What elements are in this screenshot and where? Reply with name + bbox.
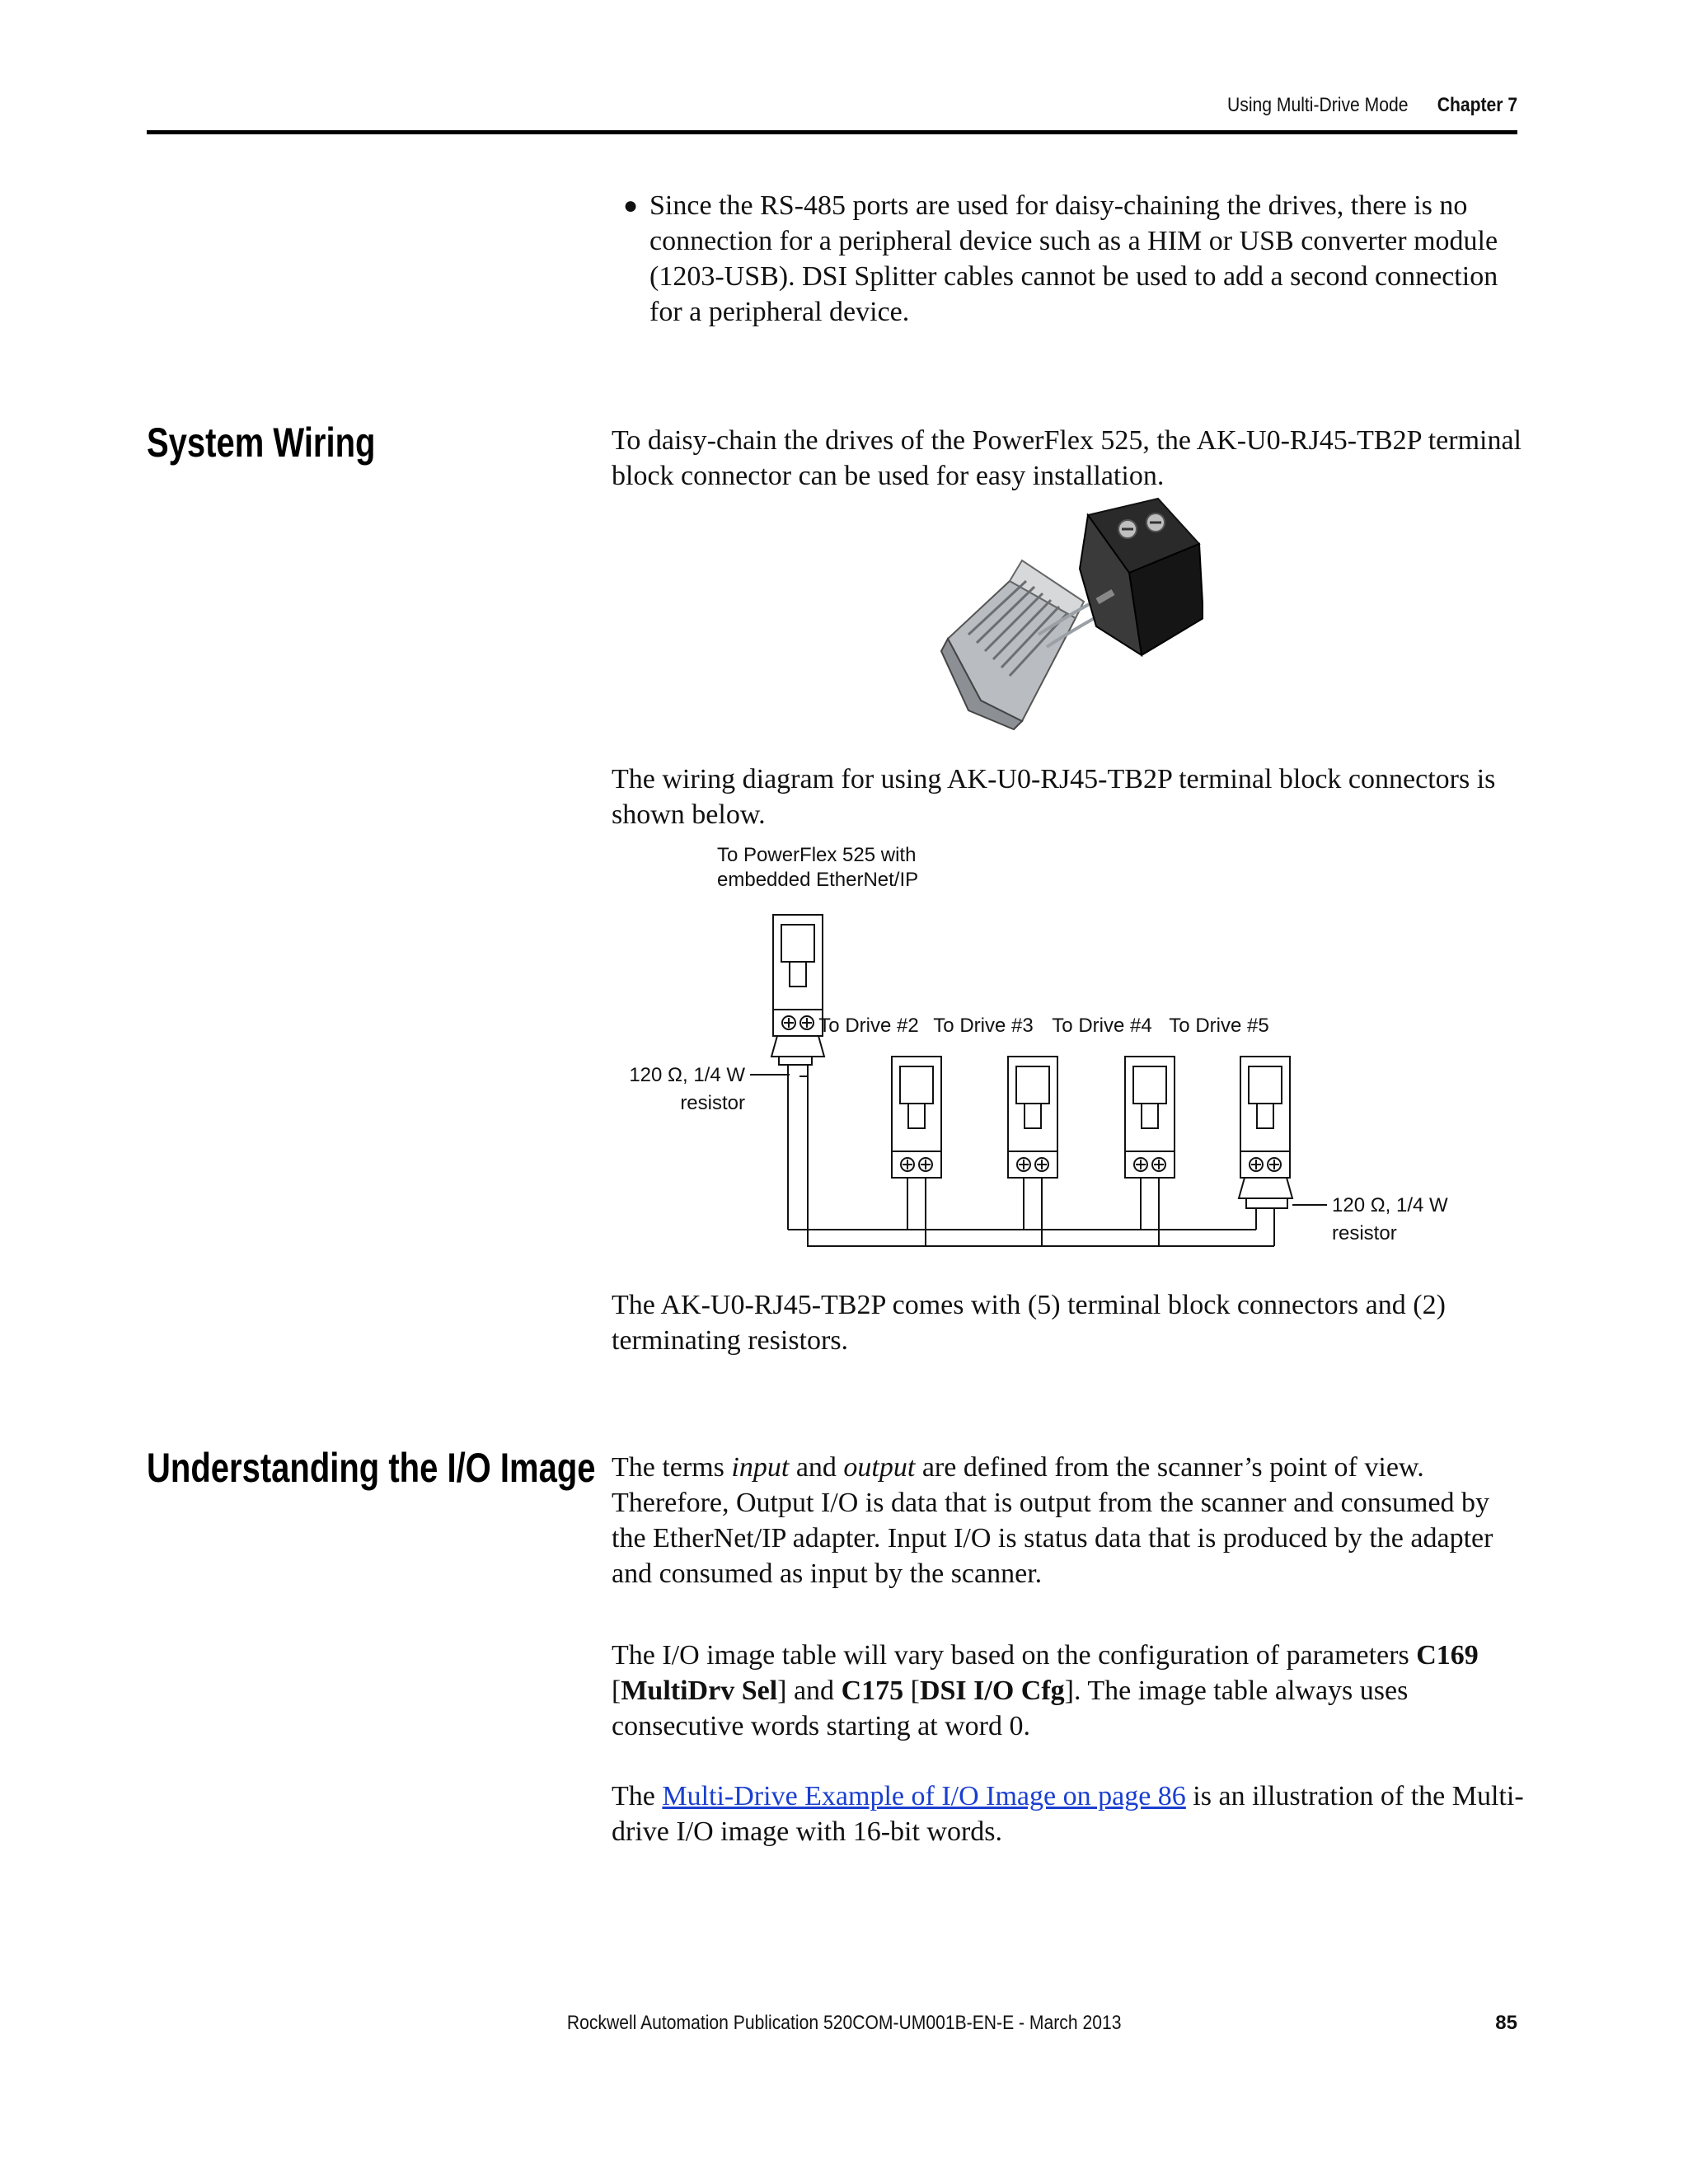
p2-text-e: ]. The image table always uses consecutive words starting at word 0.	[612, 1675, 1409, 1741]
wiring-diagram	[626, 841, 1451, 1269]
terminal-block-connector-photo	[931, 494, 1203, 733]
label-drive-3: To Drive #3	[933, 1015, 1034, 1037]
footer-publication-text: Rockwell Automation Publication 520COM-UM001B-EN-E - March 2013	[566, 2012, 1122, 2034]
connector-drive-4	[1125, 1057, 1175, 1246]
io-paragraph-1	[612, 1450, 1526, 1591]
diagram-top-label-line1: To PowerFlex 525 with	[717, 844, 917, 866]
resistor-right-word: resistor	[1332, 1222, 1397, 1244]
header-chapter: Chapter 7	[1437, 94, 1517, 116]
param-c169: C169	[1416, 1640, 1479, 1671]
param-name-dsi-io-cfg: DSI I/O Cfg	[919, 1675, 1065, 1706]
footer-publication	[0, 2012, 1688, 2035]
label-drive-2: To Drive #2	[818, 1015, 919, 1037]
header-section-title: Using Multi-Drive Mode	[1226, 94, 1409, 116]
bullet-text: Since the RS-485 ports are used for daisy-chaining the drives, there is no connection for a peripheral device such as a HIM or USB converter module (1203-USB). DSI Splitter cables cannot be used to add a second connection for a peripheral device.	[649, 190, 1498, 327]
diagram-intro: The wiring diagram for using AK-U0-RJ45-TB2P terminal block connectors is shown below.	[612, 764, 1496, 830]
term-output: output	[843, 1452, 916, 1483]
connector-drive-2	[892, 1057, 941, 1246]
io-paragraph-3	[612, 1779, 1526, 1849]
connector-top	[771, 915, 824, 1230]
heading-system-wiring: System Wiring	[147, 419, 376, 466]
resistor-left-value: 120 Ω, 1/4 W	[629, 1064, 745, 1086]
p3-text-a: The	[612, 1781, 663, 1811]
connector-drive-5	[1239, 1057, 1292, 1246]
p1-text-c: are defined from the scanner’s point of view. Therefore, Output I/O is data that is output from the scanner and consumed by the EtherNet/IP adapter. Input I/O is status data that is produced by the adapter and consumed as input by the scanner.	[612, 1452, 1493, 1589]
term-input: input	[731, 1452, 790, 1483]
heading-io-image: Understanding the I/O Image	[147, 1445, 596, 1491]
header-rule	[147, 130, 1517, 134]
p2-text-a: The I/O image table will vary based on the configuration of parameters	[612, 1640, 1417, 1671]
page-number: 85	[1495, 2012, 1517, 2034]
p2-text-d: [	[903, 1675, 920, 1706]
param-c175: C175	[841, 1675, 904, 1706]
system-wiring-intro: To daisy-chain the drives of the PowerFlex 525, the AK-U0-RJ45-TB2P terminal block connector can be used for easy installation.	[612, 425, 1522, 491]
p1-text-a: The terms	[612, 1452, 732, 1483]
label-drive-4: To Drive #4	[1052, 1015, 1152, 1037]
running-header	[1227, 94, 1517, 117]
bullet-item	[623, 188, 1523, 330]
p3-text-b: is an illustration of the Multi-drive I/O image with 16-bit words.	[612, 1781, 1524, 1847]
resistor-right-value: 120 Ω, 1/4 W	[1332, 1194, 1448, 1216]
resistor-left-word: resistor	[680, 1092, 745, 1114]
connector-drive-3	[1008, 1057, 1057, 1246]
link-multi-drive-example[interactable]: Multi-Drive Example of I/O Image on page 86	[662, 1781, 1186, 1811]
param-name-multidrv-sel: MultiDrv Sel	[621, 1675, 778, 1706]
p1-text-b: and	[789, 1452, 844, 1483]
io-paragraph-2	[612, 1638, 1526, 1744]
label-drive-5: To Drive #5	[1169, 1015, 1269, 1037]
p2-text-b: [	[612, 1675, 621, 1706]
diagram-outro: The AK-U0-RJ45-TB2P comes with (5) terminal block connectors and (2) terminating resistors.	[612, 1290, 1446, 1356]
bullet-dot: ●	[623, 192, 639, 219]
diagram-top-label-line2: embedded EtherNet/IP	[717, 869, 919, 891]
p2-text-c: ] and	[777, 1675, 842, 1706]
